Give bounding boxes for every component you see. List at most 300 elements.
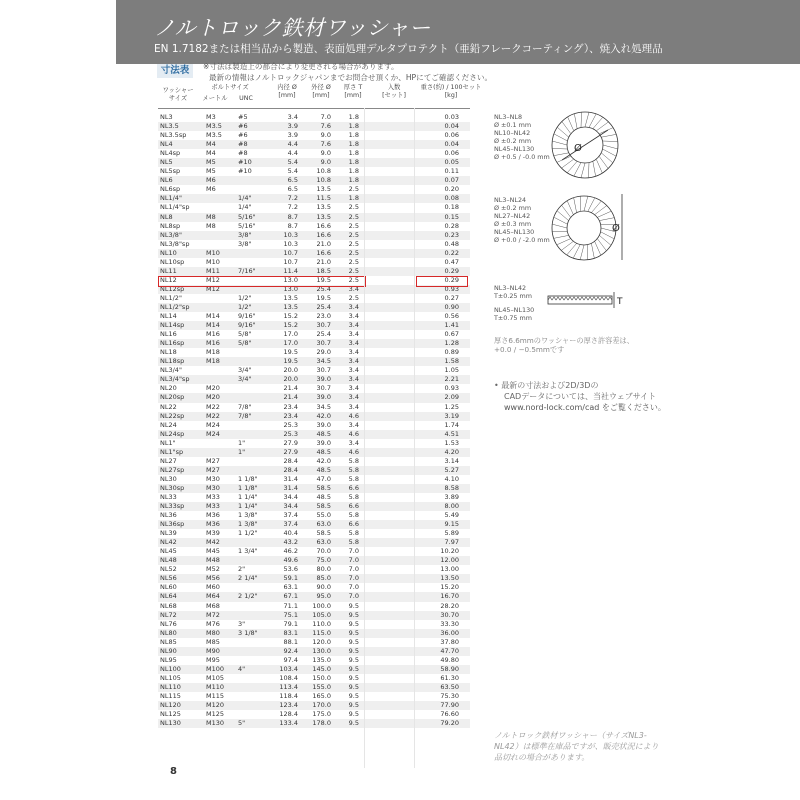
cell-size: NL8 xyxy=(160,212,173,221)
cell-unc: 1 1/8" xyxy=(238,474,258,483)
cell-metric: M8 xyxy=(206,212,216,221)
cell-in: 103.4 xyxy=(279,664,298,673)
th-weight: 重さ(約) / 100セット [kg] xyxy=(420,84,482,99)
cell-metric: M10 xyxy=(206,257,220,266)
note-line: ※寸法は製造上の都合により変更される場合があります。 xyxy=(203,62,399,71)
cell-metric: M27 xyxy=(206,456,220,465)
cell-unc: 1 1/8" xyxy=(238,483,258,492)
cell-unc: #5 xyxy=(238,113,248,121)
table-row xyxy=(158,656,470,665)
cell-in: 3.4 xyxy=(287,113,298,121)
cell-th: 3.4 xyxy=(348,375,359,384)
cell-in: 5.4 xyxy=(287,167,298,176)
cell-size: NL110 xyxy=(160,682,181,691)
cell-metric: M5 xyxy=(206,158,216,167)
cell-metric: M33 xyxy=(206,502,220,511)
table-row xyxy=(158,674,470,683)
tol-value: Ø ±0.2 mm xyxy=(494,137,532,145)
cell-size: NL30sp xyxy=(160,483,185,492)
cell-th: 1.8 xyxy=(348,140,359,149)
cell-unc: 1 3/8" xyxy=(238,520,258,529)
column-divider xyxy=(364,108,365,768)
th-metric: メートル xyxy=(202,95,228,102)
cell-size: NL68 xyxy=(160,601,177,610)
cell-out: 16.6 xyxy=(316,230,331,239)
table-row xyxy=(158,240,470,249)
cell-wt: 13.00 xyxy=(440,565,459,574)
cell-wt: 8.00 xyxy=(444,502,459,511)
cell-size: NL27sp xyxy=(160,465,185,474)
cell-unc: 3/4" xyxy=(238,375,252,384)
cell-unc: 7/8" xyxy=(238,411,252,420)
cell-size: NL10sp xyxy=(160,257,185,266)
cell-metric: M3 xyxy=(206,113,216,121)
cell-size: NL90 xyxy=(160,646,177,655)
table-row xyxy=(158,393,470,402)
cell-in: 37.4 xyxy=(283,511,298,520)
cell-in: 28.4 xyxy=(283,456,298,465)
table-row xyxy=(158,421,470,430)
cell-metric: M130 xyxy=(206,719,225,728)
cell-unc: #8 xyxy=(238,140,248,149)
cell-size: NL3.5 xyxy=(160,122,179,131)
cell-size: NL52 xyxy=(160,565,177,574)
cell-metric: M48 xyxy=(206,556,220,565)
cell-out: 7.6 xyxy=(320,122,331,131)
cell-unc: 1 3/8" xyxy=(238,511,258,520)
cell-wt: 77.90 xyxy=(440,701,459,710)
cell-in: 13.0 xyxy=(283,284,298,293)
cell-unc: 3 1/8" xyxy=(238,628,258,637)
cell-unc: 2" xyxy=(238,565,246,574)
cell-th: 9.5 xyxy=(348,701,359,710)
table-row xyxy=(158,493,470,502)
cell-out: 100.0 xyxy=(312,601,331,610)
table-row xyxy=(158,665,470,674)
cell-size: NL8sp xyxy=(160,221,181,230)
cell-unc: 7/8" xyxy=(238,402,252,411)
cell-metric: M24 xyxy=(206,420,220,429)
cell-unc: 1 1/4" xyxy=(238,492,258,501)
cell-th: 6.6 xyxy=(348,483,359,492)
cell-metric: M120 xyxy=(206,701,225,710)
cell-unc: 1" xyxy=(238,438,246,447)
cell-out: 13.5 xyxy=(316,212,331,221)
cell-wt: 76.60 xyxy=(440,710,459,719)
tol-range: NL27–NL42 xyxy=(494,212,531,220)
cell-size: NL16 xyxy=(160,330,177,339)
table-row xyxy=(158,140,470,149)
tol-range: NL10–NL42 xyxy=(494,129,531,137)
cell-size: NL80 xyxy=(160,628,177,637)
cell-th: 2.5 xyxy=(348,185,359,194)
cell-metric: M30 xyxy=(206,474,220,483)
table-row xyxy=(158,249,470,258)
cell-out: 130.0 xyxy=(312,646,331,655)
table-row xyxy=(158,348,470,357)
cell-metric: M80 xyxy=(206,628,220,637)
cell-metric: M6 xyxy=(206,185,216,194)
cell-unc: 9/16" xyxy=(238,321,256,330)
cell-th: 2.5 xyxy=(348,293,359,302)
cell-in: 123.4 xyxy=(279,701,298,710)
cell-th: 5.8 xyxy=(348,511,359,520)
cell-out: 39.0 xyxy=(316,393,331,402)
cell-th: 3.4 xyxy=(348,384,359,393)
cell-in: 19.5 xyxy=(283,348,298,357)
cell-out: 178.0 xyxy=(312,719,331,728)
cell-th: 7.0 xyxy=(348,592,359,601)
cell-th: 2.5 xyxy=(348,248,359,257)
cell-metric: M6 xyxy=(206,176,216,185)
outer-symbol: Ø xyxy=(612,223,620,234)
page-number: 8 xyxy=(170,766,177,777)
cell-wt: 37.80 xyxy=(440,637,459,646)
cell-out: 48.5 xyxy=(316,492,331,501)
cell-th: 2.5 xyxy=(348,203,359,212)
cell-wt: 79.20 xyxy=(440,719,459,728)
table-row xyxy=(158,384,470,393)
cell-in: 118.4 xyxy=(279,692,298,700)
cell-in: 79.1 xyxy=(283,619,298,628)
cell-metric: M36 xyxy=(206,511,220,520)
cell-size: NL4sp xyxy=(160,149,181,158)
cell-unc: 1 3/4" xyxy=(238,547,258,556)
cell-out: 23.0 xyxy=(316,312,331,321)
cell-in: 7.2 xyxy=(287,203,298,212)
cell-out: 29.0 xyxy=(316,348,331,357)
cell-out: 13.5 xyxy=(316,203,331,212)
cell-metric: M76 xyxy=(206,619,220,628)
table-row xyxy=(158,457,470,466)
cell-metric: M33 xyxy=(206,492,220,501)
cell-in: 13.0 xyxy=(283,275,298,284)
table-row xyxy=(158,602,470,611)
cell-unc: 2 1/4" xyxy=(238,574,258,583)
cell-in: 108.4 xyxy=(279,673,298,682)
cell-size: NL24 xyxy=(160,420,177,429)
table-row xyxy=(158,719,470,728)
stock-note xyxy=(494,730,659,763)
cell-out: 90.0 xyxy=(316,583,331,592)
cell-out: 70.0 xyxy=(316,547,331,556)
tol-value: T±0.25 mm xyxy=(494,292,532,300)
cell-wt: 9.15 xyxy=(444,520,459,529)
page-subtitle: EN 1.7182または相当品から製造、表面処理デルタプロテクト（亜鉛フレークコーティング）、焼入れ処理品 xyxy=(154,43,663,55)
cell-out: 7.6 xyxy=(320,140,331,149)
table-row xyxy=(158,683,470,692)
table-row xyxy=(158,194,470,203)
cell-wt: 0.27 xyxy=(444,293,459,302)
table-row xyxy=(158,303,470,312)
cell-th: 4.6 xyxy=(348,429,359,438)
cell-out: 16.6 xyxy=(316,248,331,257)
cell-out: 145.0 xyxy=(312,664,331,673)
table-row xyxy=(158,529,470,538)
cell-out: 105.0 xyxy=(312,610,331,619)
cell-th: 3.4 xyxy=(348,302,359,311)
cell-metric: M95 xyxy=(206,655,220,664)
cell-unc: 5/8" xyxy=(238,330,252,339)
cell-out: 13.5 xyxy=(316,185,331,194)
cell-unc: 1 1/2" xyxy=(238,529,258,538)
table-row xyxy=(158,520,470,529)
cell-in: 7.2 xyxy=(287,194,298,203)
cell-metric: M110 xyxy=(206,682,225,691)
cell-out: 115.0 xyxy=(312,628,331,637)
cell-metric: M5 xyxy=(206,167,216,176)
cell-size: NL6 xyxy=(160,176,173,185)
cell-out: 16.6 xyxy=(316,221,331,230)
cell-metric: M105 xyxy=(206,673,225,682)
cell-in: 28.4 xyxy=(283,465,298,474)
cell-in: 31.4 xyxy=(283,483,298,492)
table-row xyxy=(158,122,470,131)
cell-th: 5.8 xyxy=(348,474,359,483)
th-washer-size: ワッシャー サイズ xyxy=(162,87,194,102)
cell-in: 31.4 xyxy=(283,474,298,483)
cell-in: 20.0 xyxy=(283,366,298,375)
tol-value: Ø ±0.3 mm xyxy=(494,220,532,228)
tol-value: Ø ±0.2 mm xyxy=(494,204,532,212)
cell-wt: 0.06 xyxy=(444,131,459,140)
section-tag: 寸法表 xyxy=(157,64,193,78)
cell-metric: M4 xyxy=(206,140,216,149)
cell-th: 6.6 xyxy=(348,520,359,529)
inner-tolerance-labels xyxy=(494,113,550,161)
cell-unc: 2 1/2" xyxy=(238,592,258,601)
cell-th: 2.5 xyxy=(348,239,359,248)
cell-wt: 0.89 xyxy=(444,348,459,357)
cell-out: 110.0 xyxy=(312,619,331,628)
cell-th: 3.4 xyxy=(348,420,359,429)
table-row xyxy=(158,583,470,592)
cell-out: 30.7 xyxy=(316,384,331,393)
tol-value: T±0.75 mm xyxy=(494,314,532,322)
cell-unc: 1/2" xyxy=(238,302,252,311)
cell-size: NL1/4"sp xyxy=(160,203,190,212)
cell-out: 120.0 xyxy=(312,637,331,646)
column-divider xyxy=(414,108,415,768)
cell-out: 25.4 xyxy=(316,330,331,339)
cell-metric: M16 xyxy=(206,339,220,348)
cell-metric: M22 xyxy=(206,411,220,420)
cell-in: 25.3 xyxy=(283,429,298,438)
cell-wt: 61.30 xyxy=(440,673,459,682)
table-row xyxy=(158,412,470,421)
cell-th: 1.8 xyxy=(348,122,359,131)
cell-wt: 0.23 xyxy=(444,230,459,239)
cell-out: 7.0 xyxy=(320,113,331,121)
cell-wt: 1.25 xyxy=(444,402,459,411)
cell-metric: M3.5 xyxy=(206,131,222,140)
cell-wt: 15.20 xyxy=(440,583,459,592)
cell-out: 170.0 xyxy=(312,701,331,710)
stock-note-line: 品切れの場合があります。 xyxy=(494,753,590,762)
cell-out: 39.0 xyxy=(316,375,331,384)
cell-th: 9.5 xyxy=(348,628,359,637)
cell-size: NL12 xyxy=(160,275,177,284)
table-row xyxy=(158,167,470,176)
cell-wt: 0.47 xyxy=(444,257,459,266)
cell-metric: M18 xyxy=(206,357,220,366)
cad-link[interactable]: www.nord-lock.com/cad をご覧ください。 xyxy=(504,403,666,412)
cell-th: 3.4 xyxy=(348,438,359,447)
cell-out: 55.0 xyxy=(316,511,331,520)
table-row xyxy=(158,149,470,158)
cell-out: 42.0 xyxy=(316,411,331,420)
cell-metric: M125 xyxy=(206,710,225,719)
inner-diameter-diagram xyxy=(548,108,622,182)
cell-wt: 1.58 xyxy=(444,357,459,366)
cell-in: 59.1 xyxy=(283,574,298,583)
cell-in: 21.4 xyxy=(283,384,298,393)
table-row xyxy=(158,258,470,267)
cell-unc: 1" xyxy=(238,447,246,456)
cell-size: NL120 xyxy=(160,701,181,710)
cell-metric: M22 xyxy=(206,402,220,411)
cell-size: NL100 xyxy=(160,664,181,673)
cell-out: 9.0 xyxy=(320,158,331,167)
cell-wt: 3.14 xyxy=(444,456,459,465)
cell-metric: M45 xyxy=(206,547,220,556)
cell-wt: 63.50 xyxy=(440,682,459,691)
table-row xyxy=(158,629,470,638)
table-row xyxy=(158,484,470,493)
cell-out: 19.5 xyxy=(316,275,331,284)
cell-out: 30.7 xyxy=(316,339,331,348)
table-row xyxy=(158,430,470,439)
table-row xyxy=(158,511,470,520)
cell-th: 9.5 xyxy=(348,655,359,664)
notes xyxy=(203,61,492,83)
cell-size: NL3/8"sp xyxy=(160,239,190,248)
cell-size: NL42 xyxy=(160,538,177,547)
cell-th: 9.5 xyxy=(348,692,359,700)
cell-unc: 4" xyxy=(238,664,246,673)
cell-wt: 13.50 xyxy=(440,574,459,583)
table-row xyxy=(158,276,470,285)
cell-unc: 9/16" xyxy=(238,312,256,321)
table-row xyxy=(158,321,470,330)
cell-out: 21.0 xyxy=(316,257,331,266)
cell-metric: M12 xyxy=(206,275,220,284)
th-quantity: 入数 [セット] xyxy=(382,84,406,99)
cell-in: 8.7 xyxy=(287,221,298,230)
cell-th: 2.5 xyxy=(348,212,359,221)
cell-in: 21.4 xyxy=(283,393,298,402)
cell-in: 43.2 xyxy=(283,538,298,547)
cell-wt: 0.56 xyxy=(444,312,459,321)
cell-wt: 28.20 xyxy=(440,601,459,610)
cell-wt: 0.93 xyxy=(444,284,459,293)
cell-size: NL60 xyxy=(160,583,177,592)
cell-wt: 3.89 xyxy=(444,492,459,501)
table-row xyxy=(158,574,470,583)
cell-th: 6.6 xyxy=(348,502,359,511)
cell-wt: 0.05 xyxy=(444,158,459,167)
cell-in: 67.1 xyxy=(283,592,298,601)
cell-wt: 75.30 xyxy=(440,692,459,700)
cell-unc: #10 xyxy=(238,158,252,167)
tol-range: NL3–NL8 xyxy=(494,113,523,121)
caption-line: +0.0 / −0.5mmです xyxy=(494,345,565,354)
cell-out: 47.0 xyxy=(316,474,331,483)
cell-th: 4.6 xyxy=(348,447,359,456)
cell-out: 39.0 xyxy=(316,420,331,429)
cell-metric: M100 xyxy=(206,664,225,673)
table-row xyxy=(158,330,470,339)
cell-in: 15.2 xyxy=(283,312,298,321)
tol-value: Ø +0.5 / -0.0 mm xyxy=(494,153,550,161)
tol-range: NL45–NL130 xyxy=(494,306,535,314)
cell-in: 34.4 xyxy=(283,502,298,511)
cell-out: 175.0 xyxy=(312,710,331,719)
cell-wt: 5.49 xyxy=(444,511,459,520)
cell-in: 46.2 xyxy=(283,547,298,556)
cell-metric: M10 xyxy=(206,248,220,257)
cell-th: 1.8 xyxy=(348,131,359,140)
th-outer: 外径 Ø [mm] xyxy=(311,84,331,99)
table-row xyxy=(158,710,470,719)
cell-out: 155.0 xyxy=(312,682,331,691)
cell-out: 150.0 xyxy=(312,673,331,682)
cell-size: NL3 xyxy=(160,113,173,121)
cell-size: NL72 xyxy=(160,610,177,619)
cell-size: NL16sp xyxy=(160,339,185,348)
page-title: ノルトロック鉄材ワッシャー xyxy=(154,16,431,40)
tol-range: NL45–NL130 xyxy=(494,145,535,153)
cell-in: 10.3 xyxy=(283,239,298,248)
cell-in: 17.0 xyxy=(283,330,298,339)
cell-metric: M14 xyxy=(206,312,220,321)
cell-th: 3.4 xyxy=(348,321,359,330)
cell-size: NL56 xyxy=(160,574,177,583)
cell-th: 1.8 xyxy=(348,194,359,203)
cell-th: 5.8 xyxy=(348,456,359,465)
cell-out: 58.5 xyxy=(316,529,331,538)
outer-tolerance-labels xyxy=(494,196,550,244)
tol-range: NL3–NL42 xyxy=(494,284,527,292)
cell-unc: 7/16" xyxy=(238,266,256,275)
header-banner xyxy=(116,0,800,64)
cell-th: 5.8 xyxy=(348,492,359,501)
cell-wt: 36.00 xyxy=(440,628,459,637)
cell-unc: 5/16" xyxy=(238,221,256,230)
cell-metric: M68 xyxy=(206,601,220,610)
cell-in: 88.1 xyxy=(283,637,298,646)
table-row xyxy=(158,375,470,384)
cell-size: NL1/4" xyxy=(160,194,182,203)
cell-metric: M36 xyxy=(206,520,220,529)
cell-metric: M27 xyxy=(206,465,220,474)
cell-in: 49.6 xyxy=(283,556,298,565)
thickness-symbol: T xyxy=(617,297,623,307)
cell-wt: 0.90 xyxy=(444,302,459,311)
cell-metric: M12 xyxy=(206,284,220,293)
cell-th: 3.4 xyxy=(348,284,359,293)
table-row xyxy=(158,403,470,412)
table-row xyxy=(158,647,470,656)
cell-metric: M72 xyxy=(206,610,220,619)
cell-out: 85.0 xyxy=(316,574,331,583)
cell-size: NL30 xyxy=(160,474,177,483)
cell-out: 19.5 xyxy=(316,293,331,302)
table-row xyxy=(158,203,470,212)
cell-out: 30.7 xyxy=(316,321,331,330)
cell-in: 5.4 xyxy=(287,158,298,167)
cell-wt: 0.08 xyxy=(444,194,459,203)
